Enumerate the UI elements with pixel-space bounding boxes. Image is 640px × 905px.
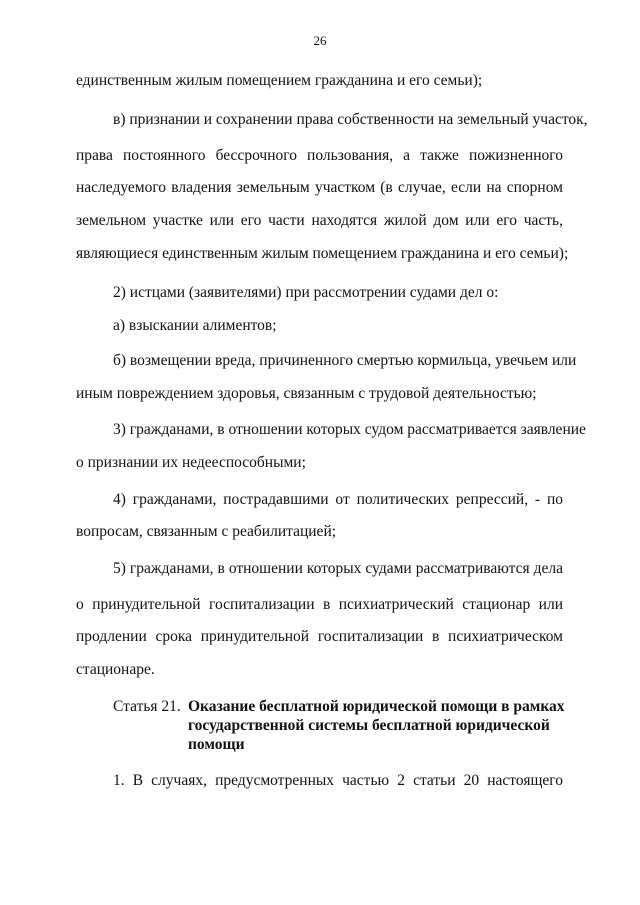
text-line: вопросам, связанным с реабилитацией; bbox=[76, 523, 337, 540]
page-number: 26 bbox=[313, 33, 327, 48]
text-line: о принудительной госпитализации в психиатрический стационар или bbox=[76, 596, 563, 613]
text-line: наследуемого владения земельным участком (в случае, если на спорном bbox=[76, 179, 563, 196]
text-line: стационаре. bbox=[76, 661, 155, 678]
text-line: единственным жилым помещением гражданина и его семьи); bbox=[76, 72, 483, 89]
article-title-line: Оказание бесплатной юридической помощи в рамках bbox=[188, 698, 565, 715]
article-label: Статья 21. bbox=[113, 698, 181, 715]
text-line: иным повреждением здоровья, связанным с трудовой деятельностью; bbox=[76, 385, 537, 402]
text-line: б) возмещении вреда, причиненного смертью кормильца, увечьем или bbox=[113, 352, 577, 369]
text-line: 3) гражданами, в отношении которых судом рассматривается заявление bbox=[113, 421, 586, 438]
text-line: земельном участке или его части находятся жилой дом или его часть, bbox=[76, 212, 563, 229]
text-line: продлении срока принудительной госпитализации в психиатрическом bbox=[76, 628, 563, 645]
text-line: 1. В случаях, предусмотренных частью 2 статьи 20 настоящего bbox=[113, 772, 563, 789]
text-line: 5) гражданами, в отношении которых судами рассматриваются дела bbox=[113, 560, 563, 577]
text-line: 4) гражданами, пострадавшими от политических репрессий, - по bbox=[113, 491, 563, 508]
article-title-line: помощи bbox=[188, 736, 245, 753]
text-line: о признании их недееспособными; bbox=[76, 454, 306, 471]
text-line: 2) истцами (заявителями) при рассмотрении судами дел о: bbox=[113, 284, 499, 301]
text-line: в) признании и сохранении права собственности на земельный участок, bbox=[113, 111, 588, 128]
text-line: являющиеся единственным жилым помещением гражданина и его семьи); bbox=[76, 245, 569, 262]
text-line: а) взыскании алиментов; bbox=[113, 317, 277, 334]
article-title-line: государственной системы бесплатной юридической bbox=[188, 717, 550, 734]
article-title bbox=[188, 697, 568, 754]
text-line: права постоянного бессрочного пользования, а также пожизненного bbox=[76, 147, 563, 164]
